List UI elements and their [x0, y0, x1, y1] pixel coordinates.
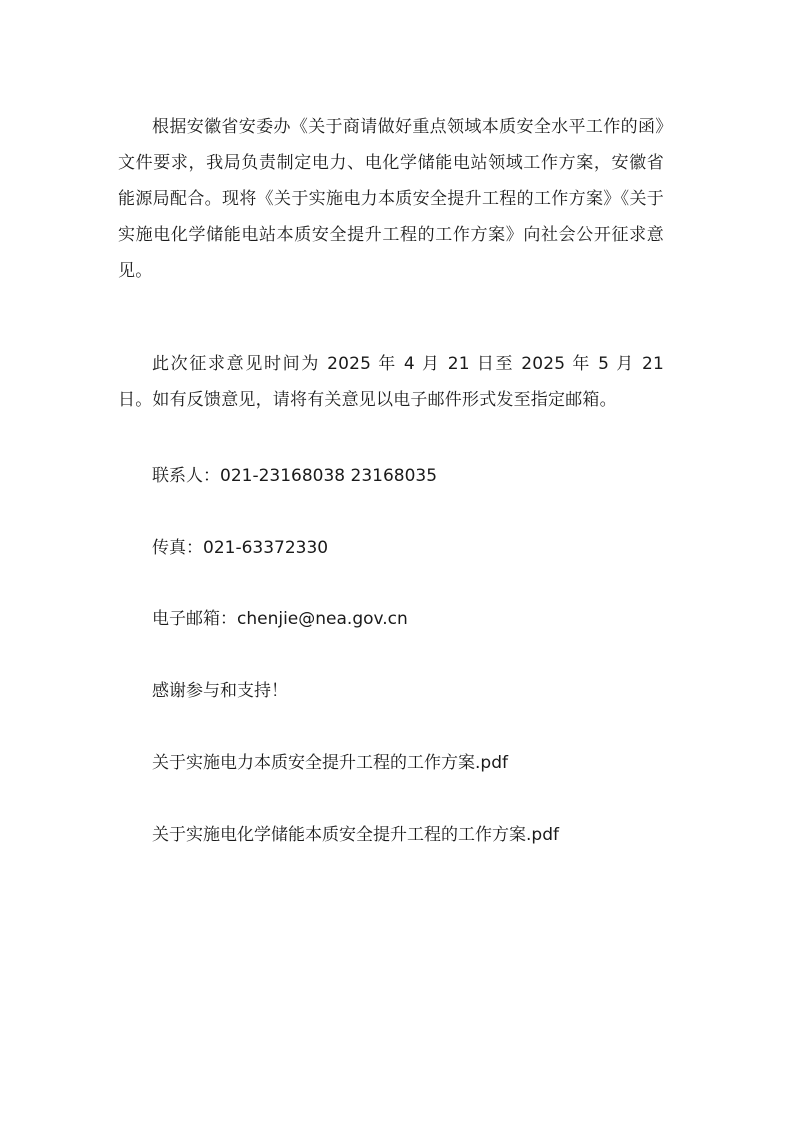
fax-label: 传真： [152, 538, 203, 558]
email-label: 电子邮箱： [152, 609, 237, 629]
contact-label: 联系人： [152, 466, 220, 486]
fax-line [152, 536, 328, 560]
fax-number: 021-63372330 [203, 538, 329, 558]
contact-phone: 021-23168038 23168035 [220, 466, 438, 486]
intro-paragraph: 根据安徽省安委办《关于商请做好重点领域本质安全水平工作的函》文件要求，我局负责制定电力、电化学储能电站领域工作方案，安徽省能源局配合。现将《关于实施电力本质安全提升工程的工作方案》《关于实施电化学储能电站本质安全提升工程的工作方案》向社会公开征求意见。 [118, 117, 664, 281]
thanks-text: 感谢参与和支持！ [152, 681, 288, 701]
email-line [152, 607, 408, 631]
attachment-link-power-safety[interactable]: 关于实施电力本质安全提升工程的工作方案.pdf [152, 753, 508, 773]
contact-line [152, 464, 437, 488]
comment-period-paragraph: 此次征求意见时间为 2025 年 4 月 21 日至 2025 年 5 月 21 日。如有反馈意见，请将有关意见以电子邮件形式发至指定邮箱。 [118, 354, 664, 410]
attachment-link-storage-safety[interactable]: 关于实施电化学储能本质安全提升工程的工作方案.pdf [152, 825, 559, 845]
email-address: chenjie@nea.gov.cn [237, 609, 408, 629]
